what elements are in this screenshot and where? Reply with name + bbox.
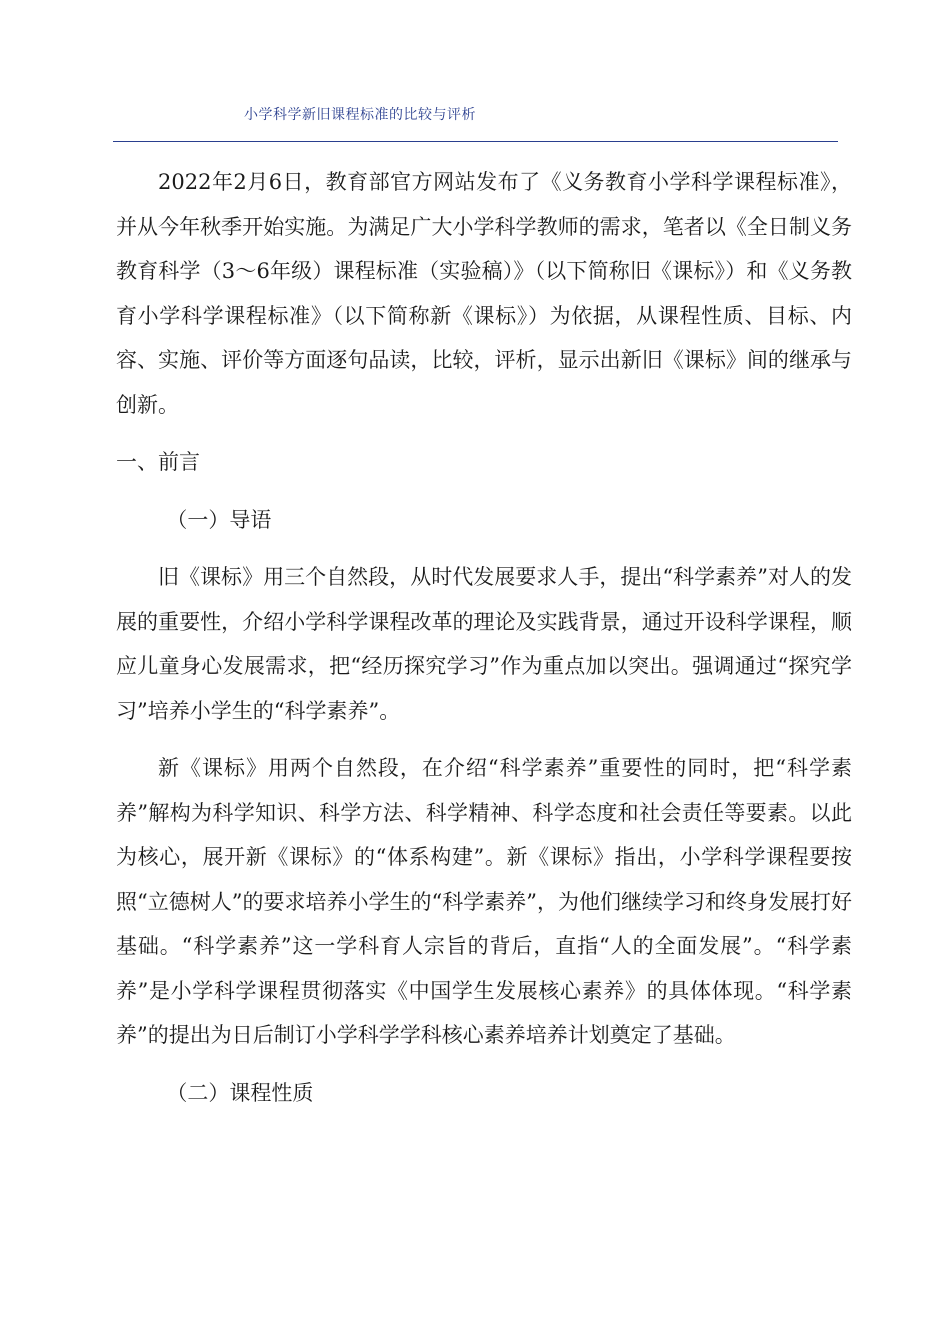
section-heading-preface: 一、前言: [116, 450, 200, 474]
intro-paragraph: 2022年2月6日，教育部官方网站发布了《义务教育小学科学课程标准》，并从今年秋季开始实施。为满足广大小学科学教师的需求，笔者以《全日制义务教育科学（3～6年级）课程标准（实验稿）》（以下简称旧《课标》）和《义务教育小学科学课程标准》（以下简称新《课标》）为依据，从课程性质、目标、内容、实施、评价等方面逐句品读，比较，评析，显示出新旧《课标》间的继承与创新。: [116, 170, 852, 417]
document-body: [116, 160, 852, 1115]
subsection-heading-course-nature: （二）课程性质: [166, 1080, 314, 1105]
header-divider: [113, 141, 838, 142]
old-standard-paragraph: 旧《课标》用三个自然段，从时代发展要求人手，提出“科学素养”对人的发展的重要性，介绍小学科学课程改革的理论及实践背景，通过开设科学课程，顺应儿童身心发展需求，把“经历探究学习”作为重点加以突出。强调通过“探究学习”培养小学生的“科学素养”。: [116, 565, 852, 723]
new-standard-paragraph: 新《课标》用两个自然段，在介绍“科学素养”重要性的同时，把“科学素养”解构为科学知识、科学方法、科学精神、科学态度和社会责任等要素。以此为核心，展开新《课标》的“体系构建”。新《课标》指出，小学科学课程要按照“立德树人”的要求培养小学生的“科学素养”，为他们继续学习和终身发展打好基础。“科学素养”这一学科育人宗旨的背后，直指“人的全面发展”。“科学素养”是小学科学课程贯彻落实《中国学生发展核心素养》的具体体现。“科学素养”的提出为日后制订小学科学学科核心素养培养计划奠定了基础。: [116, 756, 852, 1047]
subsection-heading-intro: （一）导语: [166, 507, 272, 532]
running-header-title: 小学科学新旧课程标准的比较与评析: [244, 107, 476, 123]
